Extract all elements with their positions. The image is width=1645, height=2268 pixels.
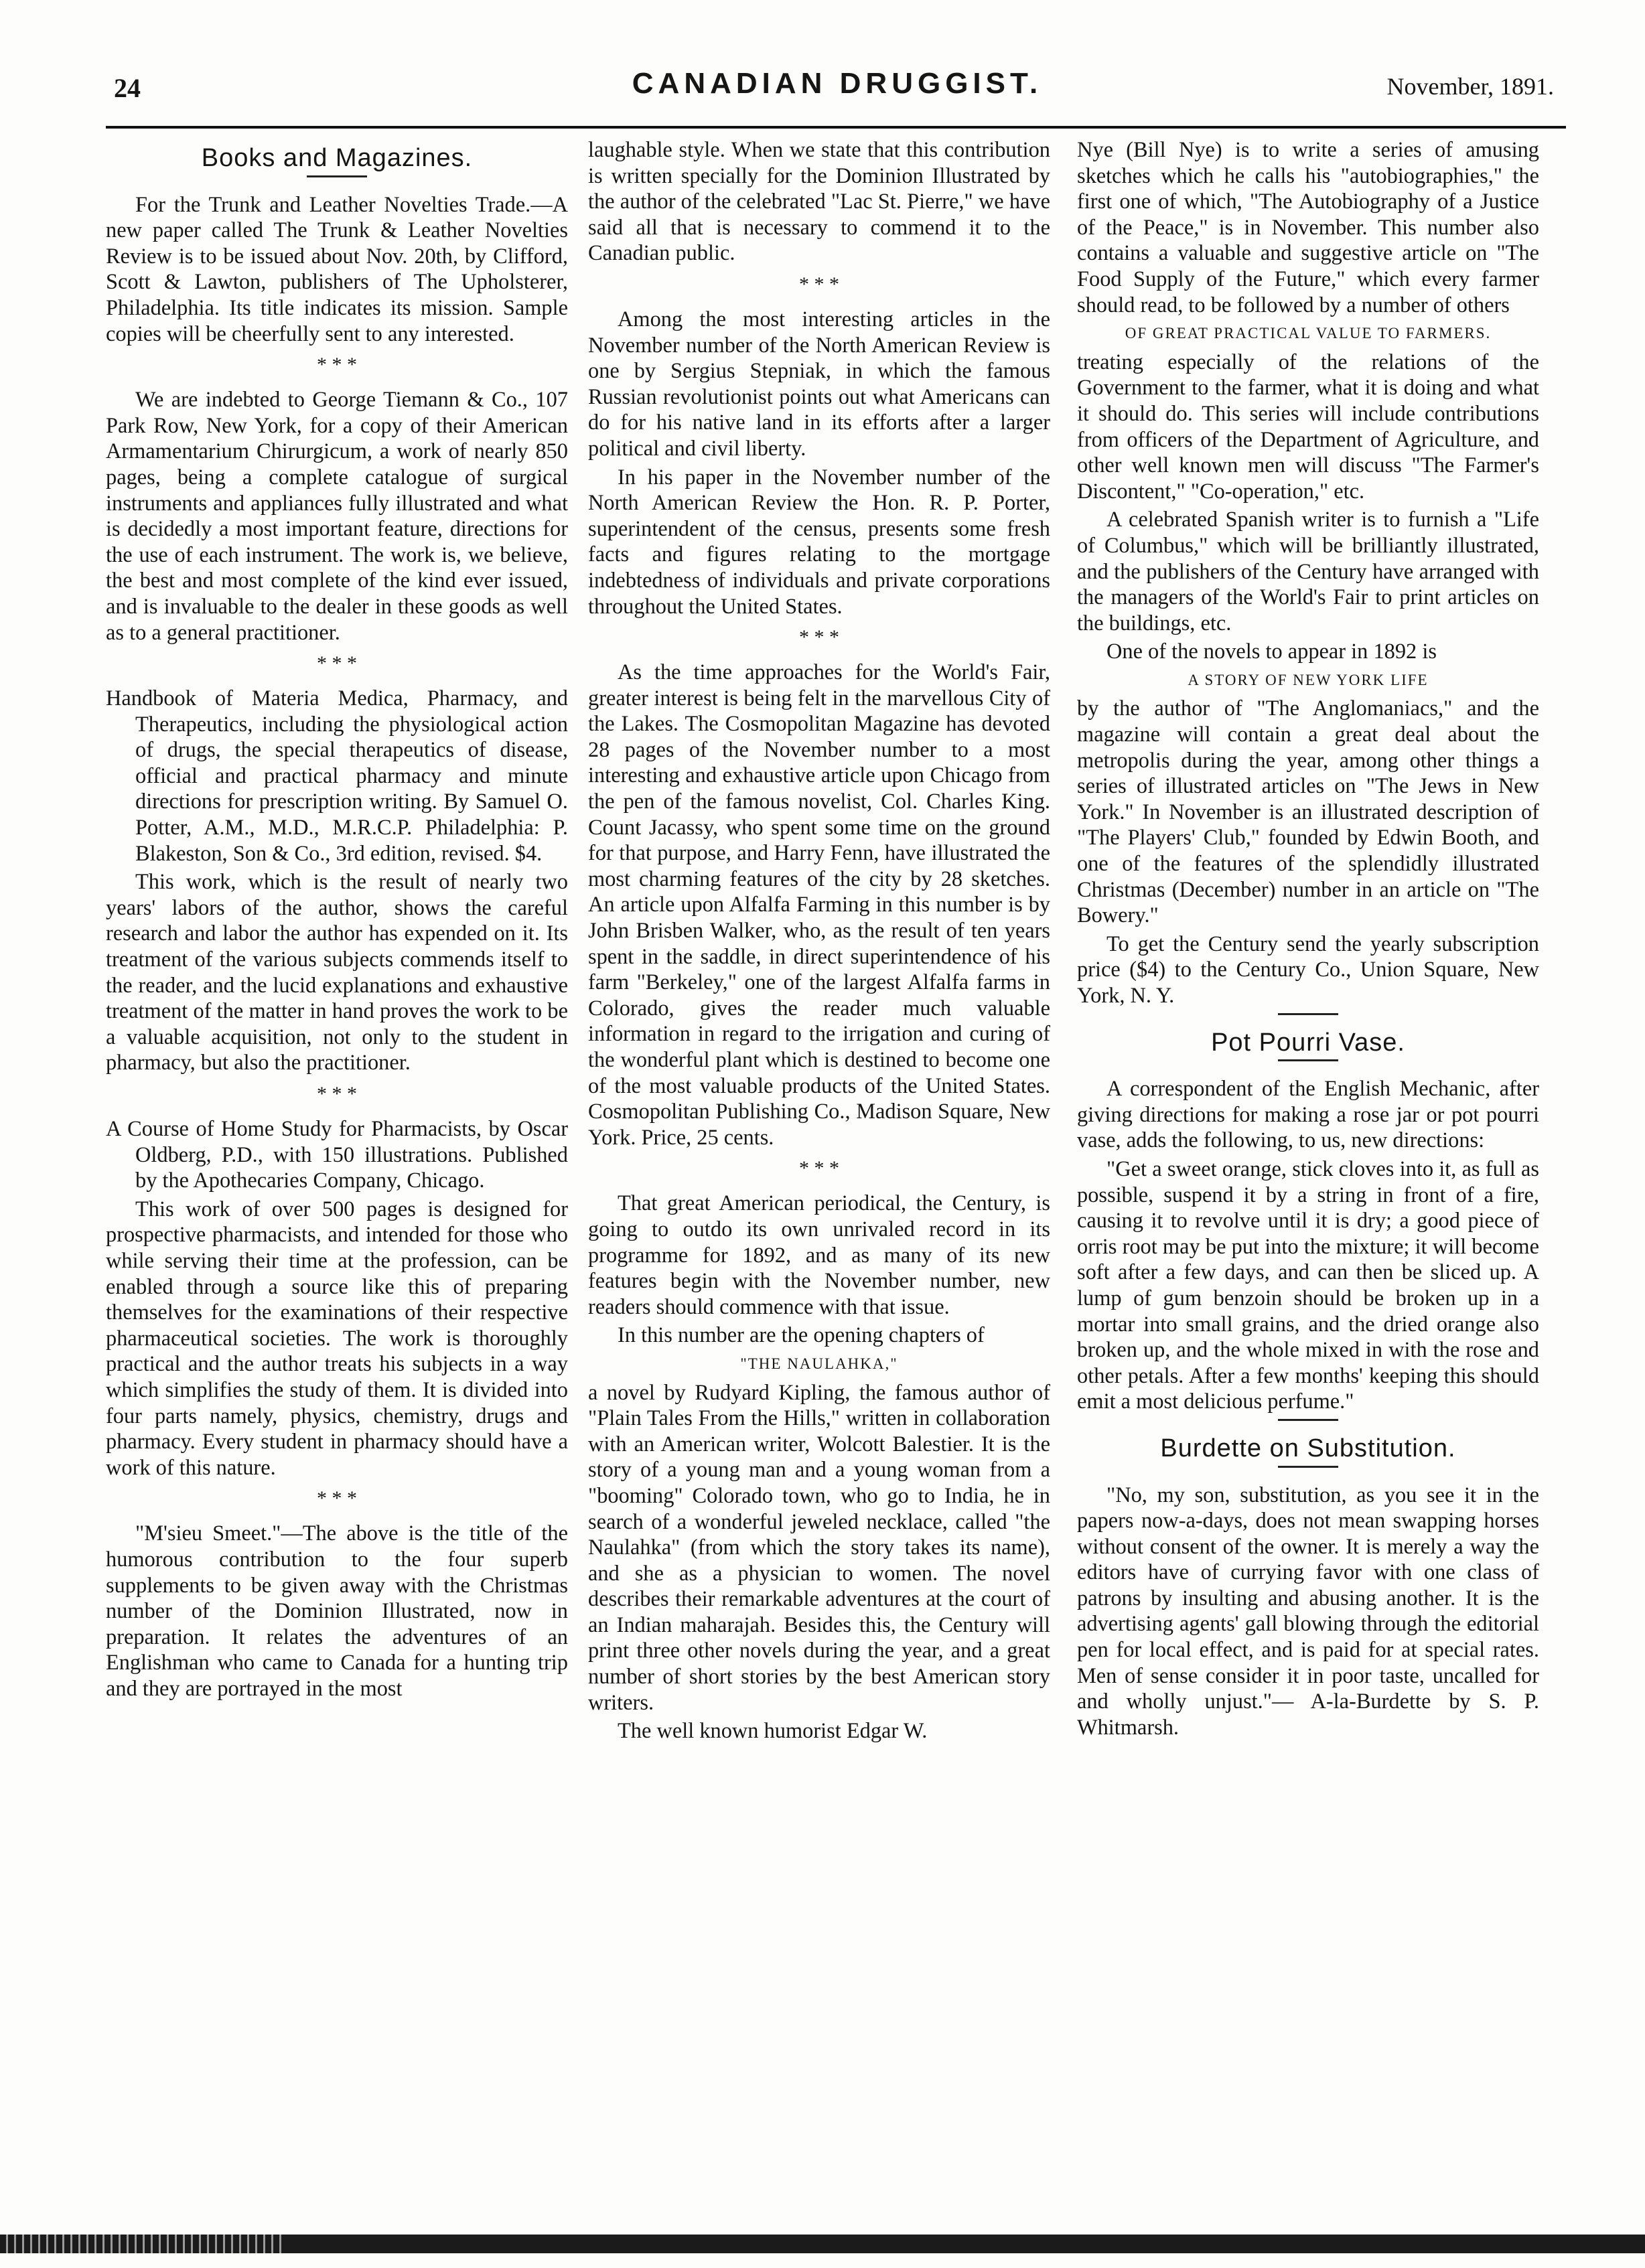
paragraph: laughable style. When we state that this contribution is written specially for the Dominion Illustrated by the author of the celebrated "Lac St. Pierre," we have said all that is necessary to commend it to the Canadian public.: [588, 138, 1050, 266]
paragraph: A correspondent of the English Mechanic, after giving directions for making a rose jar or pot pourri vase, adds the following, to us, new directions:: [1077, 1077, 1539, 1153]
paragraph: Handbook of Materia Medica, Pharmacy, and Therapeutics, including the physiological action of drugs, the special therapeutics of disease, official and practical pharmacy and minute directions for prescription writing. By Samuel O. Potter, A.M., M.D., M.R.C.P. Philadelphia: P. Blakeston, Son & Co., 3rd edition, revised. $4.: [106, 686, 568, 866]
asterism: * * *: [799, 273, 839, 295]
asterism: * * *: [317, 1487, 357, 1510]
small-caps-heading: A STORY OF NEW YORK LIFE: [1188, 671, 1429, 688]
asterism: * * *: [317, 652, 357, 675]
paragraph: Nye (Bill Nye) is to write a series of amusing sketches which he calls his "autobiographies," the first one of which, "The Autobiography of a Justice of the Peace," is in November. This number also contains a valuable and suggestive article on "The Food Supply of the Future," which every farmer should read, to be followed by a number of others: [1077, 138, 1539, 317]
paragraph: The well known humorist Edgar W.: [618, 1719, 928, 1744]
bottom-scan-border: [0, 2235, 1645, 2253]
page-header: [107, 67, 1567, 114]
section-title-pot-pourri-vase: Pot Pourri Vase.: [1211, 1028, 1405, 1057]
paragraph: We are indebted to George Tiemann & Co., 107 Park Row, New York, for a copy of their American Armamentarium Chirurgicum, a work of nearly 850 pages, being a complete catalogue of surgical instruments and appliances fully illustrated and what is decidedly a most important feature, directions for the use of each instrument. The work is, we believe, the best and most complete of the kind ever issued, and is invaluable to the dealer in these goods as well as to a general practitioner.: [106, 388, 568, 645]
paragraph: In his paper in the November number of the North American Review the Hon. R. P. Porter, superintendent of the census, presents some fresh facts and figures relating to the mortgage indebtedness of individuals and private corporations throughout the United States.: [588, 465, 1050, 619]
title-rule: [1278, 1059, 1338, 1061]
header-rule: [106, 126, 1566, 129]
paragraph: A Course of Home Study for Pharmacists, by Oscar Oldberg, P.D., with 150 illustrations. Published by the Apothecaries Company, Chicago.: [106, 1117, 568, 1193]
paragraph: by the author of "The Anglomaniacs," and the magazine will contain a great deal about the metropolis during the year, among other things a series of illustrated articles on "The Jews in New York." In November is an illustrated description of "The Players' Club," founded by Edwin Booth, and one of the features of the splendidly illustrated Christmas (December) number in an article on "The Bowery.": [1077, 696, 1539, 928]
asterism: * * *: [799, 1157, 839, 1180]
small-caps-heading: "THE NAULAHKA,": [740, 1355, 898, 1372]
asterism: * * *: [317, 354, 357, 376]
paragraph: "Get a sweet orange, stick cloves into it, as full as possible, suspend it by a string in front of a fire, causing it to revolve until it is dry; a good piece of orris root may be put into the mixture; it will become soft after a few days, and can then be sliced up. A lump of gum benzoin should be broken up in a mortar into small grains, and the dried orange also broken up, and the whole mixed in with the rose and other petals. After a few months' keeping this should emit a most delicious perfume.": [1077, 1156, 1539, 1414]
paragraph: This work, which is the result of nearly two years' labors of the author, shows the careful research and labor the author has expended on it. Its treatment of the various subjects commends itself to the reader, and the lucid explanations and exhaustive treatment of the matter in hand proves the work to be a valuable acquisition, not only to the student in pharmacy, but also the practitioner.: [106, 870, 568, 1075]
paragraph: Among the most interesting articles in the November number of the North American Review is one by Sergius Stepniak, in which the famous Russian revolutionist points out what Americans can do for his native land in its efforts after a larger political and civil liberty.: [588, 307, 1050, 461]
asterism: * * *: [317, 1083, 357, 1105]
title-rule: [307, 175, 367, 177]
page-number: 24: [114, 73, 141, 103]
title-rule: [1278, 1466, 1338, 1468]
paragraph: As the time approaches for the World's Fair, greater interest is being felt in the marvellous City of the Lakes. The Cosmopolitan Magazine has devoted 28 pages of the November number to a most interesting and exhaustive article upon Chicago from the pen of the famous novelist, Col. Charles King. Count Jacassy, who spent some time on the ground for that purpose, and Harry Fenn, have illustrated the most charming features of the city by 28 sketches. An article upon Alfalfa Farming in this number is by John Brisben Walker, who, as the result of ten years spent in the saddle, in direct superintendence of his farm "Berkeley," one of the largest Alfalfa farms in Colorado, gives the reader much valuable information in regard to the irrigation and curing of the wonderful plant which is destined to become one of the most valuable products of the United States. Cosmopolitan Publishing Co., Madison Square, New York. Price, 25 cents.: [588, 660, 1050, 1150]
section-divider: [1278, 1013, 1338, 1015]
section-divider: [1278, 1419, 1338, 1421]
paragraph: This work of over 500 pages is designed for prospective pharmacists, and intended for those who while serving their time at the profession, can be enabled through a source like this of preparing themselves for the examinations of their respective pharmaceutical societies. The work is thoroughly practical and the author treats his subjects in a way which simplifies the study of them. It is divided into four parts namely, physics, chemistry, drugs and pharmacy. Every student in pharmacy should have a work of this nature.: [106, 1197, 568, 1480]
paragraph: "No, my son, substitution, as you see it in the papers now-a-days, does not mean swapping horses without consent of the owner. It is merely a way the editors have of currying favor with one class of patrons by insulting and abusing another. It is the advertising agents' gall blowing through the editorial pen for local effect, and is paid for at special rates. Men of sense consider it in poor taste, uncalled for and wholly unjust."— A-la-Burdette by S. P. Whitmarsh.: [1077, 1483, 1539, 1740]
paragraph: treating especially of the relations of the Government to the farmer, what it is doing and what it should do. This series will include contributions from officers of the Department of Agriculture, and other well known men will discuss "The Farmer's Discontent," "Co-operation," etc.: [1077, 350, 1539, 504]
paragraph: In this number are the opening chapters of: [618, 1323, 985, 1348]
paragraph: One of the novels to appear in 1892 is: [1106, 639, 1437, 664]
small-caps-heading: OF GREAT PRACTICAL VALUE TO FARMERS.: [1125, 325, 1492, 342]
section-title-burdette-on-substitution: Burdette on Substitution.: [1160, 1434, 1456, 1462]
column-2: [588, 137, 1050, 2146]
journal-title: CANADIAN DRUGGIST.: [632, 67, 1043, 100]
paragraph: "M'sieu Smeet."—The above is the title of the humorous contribution to the four superb supplements to be given away with the Christmas number of the Dominion Illustrated, now in preparation. It relates the adventures of an Englishman who came to Canada for a hunting trip and they are portrayed in the most: [106, 1521, 568, 1701]
asterism: * * *: [799, 626, 839, 649]
column-1: [106, 137, 568, 2146]
paragraph: For the Trunk and Leather Novelties Trade.—A new paper called The Trunk & Leather Novelties Review is to be issued about Nov. 20th, by Clifford, Scott & Lawton, publishers of The Upholsterer, Philadelphia. Its title indicates its mission. Sample copies will be cheerfully sent to any interested.: [106, 192, 568, 346]
paragraph: A celebrated Spanish writer is to furnish a "Life of Columbus," which will be brilliantly illustrated, and the publishers of the Century have arranged with the managers of the World's Fair to print articles on the buildings, etc.: [1077, 508, 1539, 635]
issue-date: November, 1891.: [1386, 73, 1554, 100]
paragraph: a novel by Rudyard Kipling, the famous author of "Plain Tales From the Hills," written in collaboration with an American writer, Wolcott Balestier. It is the story of a young man and a young woman from a "booming" Colorado town, who go to India, he in search of a wonderful jeweled necklace, called "the Naulahka" (from which the story takes its name), and she as a physician to women. The novel describes their remarkable adventures at the court of an Indian maharajah. Besides this, the Century will print three other novels during the year, and a great number of short stories by the best American story writers.: [588, 1380, 1050, 1715]
column-3: [1077, 137, 1539, 2146]
paragraph: That great American periodical, the Century, is going to outdo its own unrivaled record in its programme for 1892, and as many of its new features begin with the November number, new readers should commence with that issue.: [588, 1191, 1050, 1319]
section-title-books-and-magazines: Books and Magazines.: [201, 144, 473, 172]
paragraph: To get the Century send the yearly subscription price ($4) to the Century Co., Union Square, New York, N. Y.: [1077, 931, 1539, 1008]
